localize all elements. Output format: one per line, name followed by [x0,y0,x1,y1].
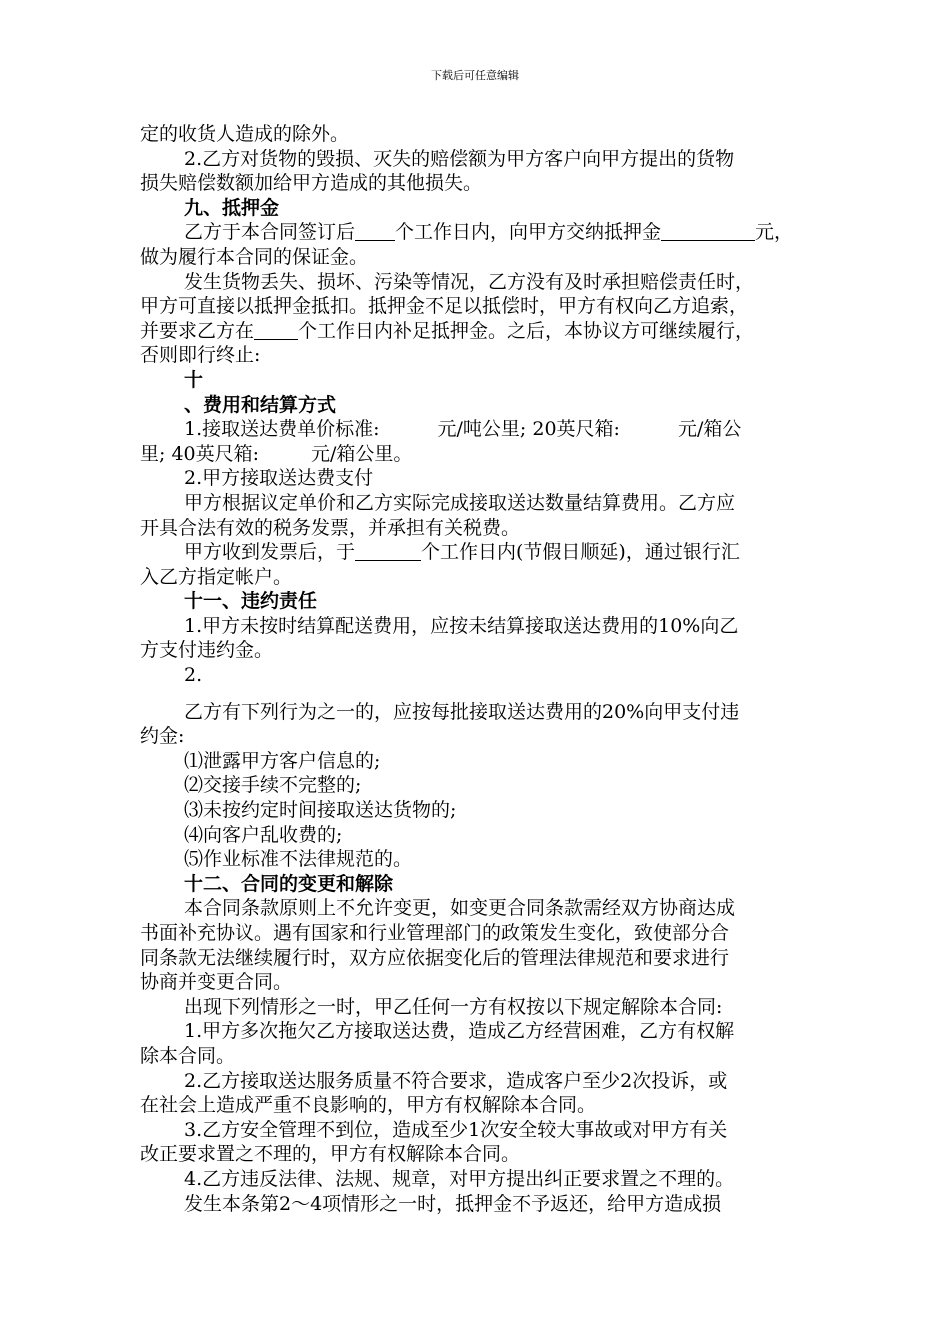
text-fragment: 个工作日内补足抵押金。之后，本协议方可继续履行， [298,319,755,342]
section-heading-10-number: 十 [184,368,204,391]
text-fragment: 元， [755,221,794,244]
paragraph-line: 开具合法有效的税务发票，并承担有关税费。 [140,516,521,539]
fill-blank [661,222,755,241]
text-fragment: 个工作日内，向甲方交纳抵押金 [395,221,662,244]
section-heading-11: 十一、违约责任 [184,590,318,613]
list-item: ⑵交接手续不完整的; [184,774,362,797]
paragraph-line: 甲方可直接以抵押金抵扣。抵押金不足以抵偿时，甲方有权向乙方追索， [140,295,749,318]
document-body [140,122,836,1216]
paragraph-line [140,319,836,344]
paragraph-line: 1.甲方未按时结算配送费用，应按未结算接取送达费用的10%向乙 [184,614,739,637]
header-note: 下载后可任意编辑 [431,69,519,82]
paragraph-line: 否则即行终止: [140,344,261,367]
paragraph-line: 损失赔偿数额加给甲方造成的其他损失。 [140,172,483,195]
paragraph-line: 方支付违约金。 [140,639,274,662]
text-fragment: 甲方收到发票后，于 [184,541,356,564]
paragraph-line: 3.乙方安全管理不到位，造成至少1次安全较大事故或对甲方有关 [184,1118,728,1141]
paragraph-line [140,442,836,467]
text-fragment: 乙方于本合同签订后 [184,221,356,244]
paragraph-line: 定的收货人造成的除外。 [140,123,350,145]
paragraph-line: 约金: [140,725,185,748]
paragraph-line: 做为履行本合同的保证金。 [140,245,369,268]
text-fragment: 里; 40英尺箱: [140,442,260,465]
fill-blank [254,321,298,340]
text-fragment: 元/吨公里; 20英尺箱: [437,418,620,441]
paragraph-line: 书面补充协议。遇有国家和行业管理部门的政策发生变化，致使部分合 [140,922,730,944]
paragraph-line: 甲方根据议定单价和乙方实际完成接取送达数量结算费用。乙方应 [184,491,736,514]
list-item: ⑴泄露甲方客户信息的; [184,749,381,772]
paragraph-line: 4.乙方违反法律、法规、规章，对甲方提出纠正要求置之不理的。 [184,1167,735,1190]
paragraph-line: 协商并变更合同。 [140,971,293,994]
paragraph-line: 2. [184,664,203,687]
list-item: ⑷向客户乱收费的; [184,823,343,846]
text-fragment: 1.接取送达费单价标准: [184,418,380,441]
paragraph-line: 入乙方指定帐户。 [140,565,293,588]
fill-blank [355,542,421,561]
section-heading-9: 九、抵押金 [184,196,280,219]
paragraph-line: 发生本条第2～4项情形之一时，抵押金不予返还，给甲方造成损 [184,1192,722,1215]
section-heading-10: 、费用和结算方式 [184,393,337,416]
paragraph-line: 2.乙方对货物的毁损、灭失的赔偿额为甲方客户向甲方提出的货物 [184,147,735,170]
paragraph-line: 除本合同。 [140,1044,236,1067]
text-fragment: 并要求乙方在 [140,319,255,342]
list-item: ⑸作业标准不法律规范的。 [184,848,413,871]
text-fragment: 元/箱公 [677,418,742,441]
paragraph-line: 发生货物丢失、损坏、污染等情况，乙方没有及时承担赔偿责任时， [184,270,755,293]
paragraph-line: 2.乙方接取送达服务质量不符合要求，造成客户至少2次投诉，或 [184,1069,728,1092]
paragraph-line: 在社会上造成严重不良影响的，甲方有权解除本合同。 [140,1094,597,1117]
paragraph-line [140,220,836,245]
list-item: ⑶未按约定时间接取送达货物的; [184,799,457,822]
paragraph-line [140,417,836,442]
paragraph-line: 2.甲方接取送达费支付 [184,467,374,490]
paragraph-line: 出现下列情形之一时，甲乙任何一方有权按以下规定解除本合同: [184,995,723,1018]
paragraph-line: 1.甲方多次拖欠乙方接取送达费，造成乙方经营困难，乙方有权解 [184,1020,735,1043]
paragraph-line: 乙方有下列行为之一的，应按每批接取送达费用的20%向甲支付违 [184,700,740,723]
text-fragment: 元/箱公里。 [311,442,413,465]
fill-blank [355,222,395,241]
paragraph-line: 改正要求置之不理的，甲方有权解除本合同。 [140,1143,521,1166]
paragraph-line: 同条款无法继续履行时，双方应依据变化后的管理法律规范和要求进行 [140,946,730,969]
text-fragment: 个工作日内(节假日顺延)，通过银行汇 [421,541,740,564]
paragraph-line: 本合同条款原则上不允许变更，如变更合同条款需经双方协商达成 [184,897,736,920]
paragraph-line [140,540,836,565]
section-heading-12: 十二、合同的变更和解除 [184,872,394,895]
